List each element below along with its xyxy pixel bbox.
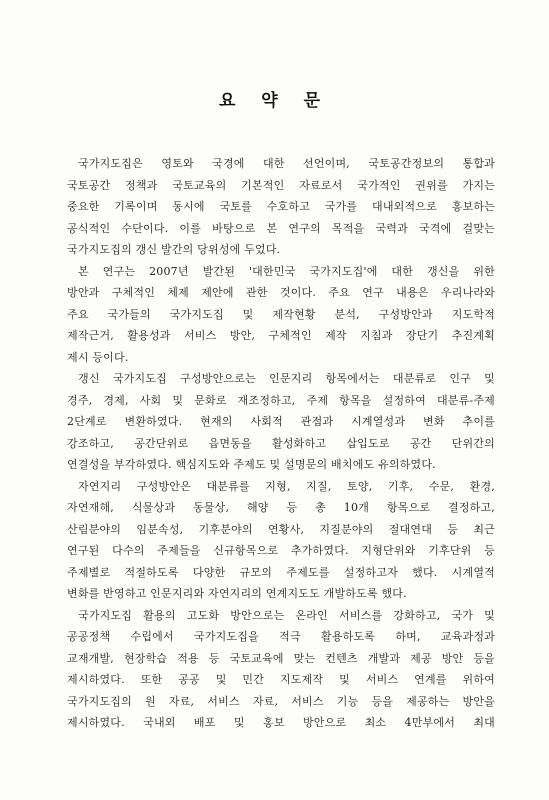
paragraph-5 [67,605,495,734]
text-line: 산림분야의 임분속성, 기후분야의 연황사, 지질분야의 절대연대 등 최근 [67,522,495,536]
text-line: 갱신 국가지도집 구성방안으로는 인문지리 항목에서는 대분류로 인구 및 [78,372,495,385]
paragraph-3 [67,368,495,476]
text-line: 주요 국가들의 국가지도집 및 제작현황 분석, 구성방안과 지도학적 [67,307,495,321]
text-line: 국가지도집의 갱신 발간의 당위성에 두었다. [67,243,281,256]
text-line: 자연재해, 식물상과 동물상, 해양 등 총 10개 항목으로 결정하고, [67,501,495,514]
text-line: 경주, 경제, 사회 및 문화로 재조정하고, 주제 항목을 설정하여 대분류-주제 [67,393,495,407]
paragraph-1 [67,153,495,261]
text-line: 제시 등이다. [67,350,129,364]
text-line: 주제별로 적절하도록 다양한 규모의 주제도를 설정하고자 했다. 시계열적 [67,565,495,579]
text-line: 제시하였다. 국내외 배포 및 홍보 방안으로 최소 4만부에서 최대 [67,716,495,729]
text-line: 공식적인 수단이다. 이를 바탕으로 본 연구의 목적을 국력과 국격에 걸맞는 [67,221,495,235]
text-line: 중요한 기록이며 동시에 국토를 수호하고 국가를 대내외적으로 홍보하는 [67,200,495,213]
text-line: 제작근거, 활용성과 서비스 방안, 구체적인 제작 지침과 장단기 추진계획 [67,329,495,342]
text-line: 국토공간 정책과 국토교육의 기본적인 자료로서 국가적인 권위를 가지는 [67,178,495,192]
text-line: 방안과 구체적인 체제 제안에 관한 것이다. 주요 연구 내용은 우리나라와 [67,286,495,299]
text-line: 변화를 반영하고 인문지리와 자연지리의 연계지도도 개발하도록 했다. [67,587,407,600]
text-line: 2단계로 변환하였다. 현재의 사회적 관점과 시계열성과 변화 추이를 [67,415,495,428]
text-line: 강조하고, 공간단위로 읍면동을 활성화하고 삽입도로 공간 단위간의 [67,436,495,450]
text-line: 국가지도집의 원 자료, 서비스 자료, 서비스 기능 등을 제공하는 방안을 [67,694,495,708]
text-line: 연결성을 부각하였다. 핵심지도와 주제도 및 설명문의 배치에도 유의하였다. [67,458,436,471]
paragraph-4 [67,476,495,605]
text-line: 교재개발, 현장학습 적용 등 국토교육에 맞는 컨텐츠 개발과 제공 방안 등을 [67,651,495,665]
summary-body [67,153,495,734]
text-line: 연구된 다수의 주제들을 신규항목으로 추가하였다. 지형단위와 기후단위 등 [67,544,495,557]
text-line: 본 연구는 2007년 발간된 '대한민국 국가지도집'에 대한 갱신을 위한 [78,264,495,278]
text-line: 공공정책 수립에서 국가지도집을 적극 활용하도록 하며, 교육과정과 [67,630,495,643]
page-title: 요 약 문 [218,91,331,111]
text-line: 국가지도집은 영토와 국경에 대한 선언이며, 국토공간정보의 통합과 [78,157,495,170]
text-line: 자연지리 구성방안은 대분류를 지형, 지질, 토양, 기후, 수문, 환경, [78,479,495,493]
text-line: 국가지도집 활용의 고도화 방안으로는 온라인 서비스를 강화하고, 국가 및 [78,608,495,622]
text-line: 제시하였다. 또한 공공 및 민간 지도제작 및 서비스 연계를 위하여 [67,673,495,686]
paragraph-2 [67,261,495,369]
